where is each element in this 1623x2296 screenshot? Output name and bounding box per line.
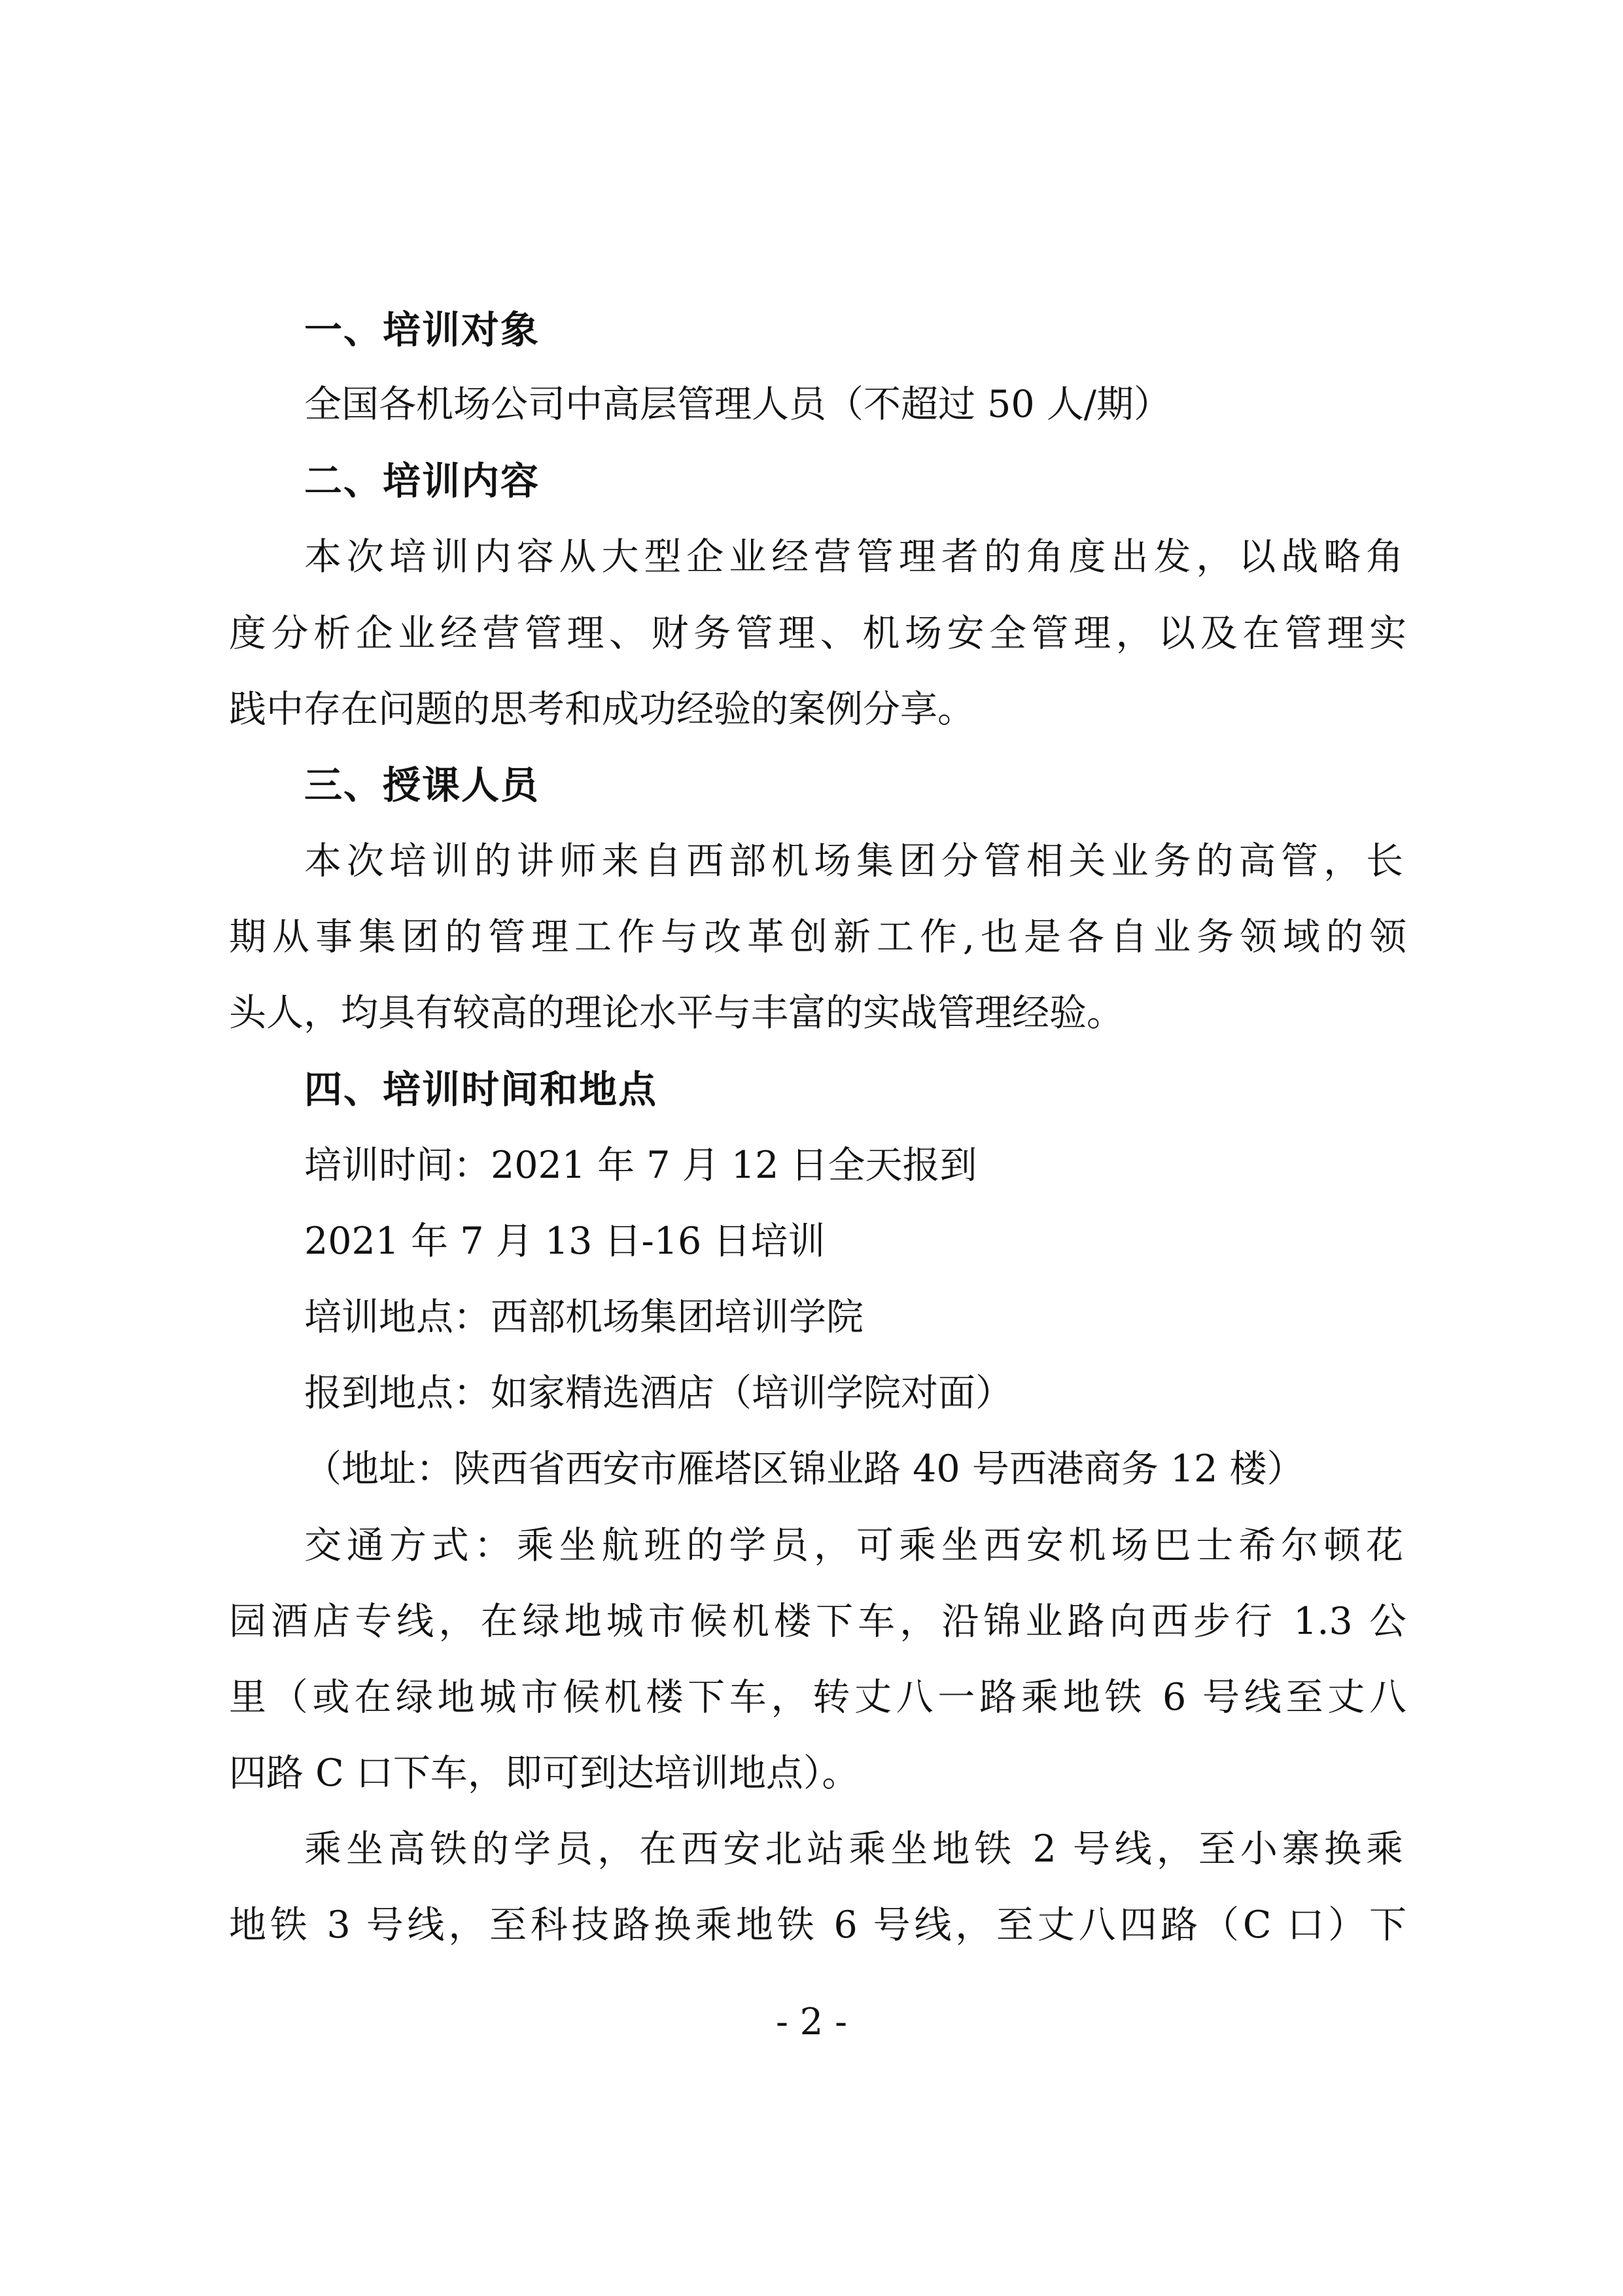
paragraph-line: 本次培训的讲师来自西部机场集团分管相关业务的高管，长 (304, 839, 1403, 883)
page-number: - 2 - (775, 2001, 848, 2043)
paragraph-line: 践中存在问题的思考和成功经验的案例分享。 (229, 688, 975, 731)
paragraph-line: （地址：陕西省西安市雁塔区锦业路 40 号西港商务 12 楼） (304, 1447, 1304, 1491)
paragraph-line: 乘坐高铁的学员，在西安北站乘坐地铁 2 号线，至小寨换乘 (304, 1828, 1403, 1871)
paragraph-line: 期从事集团的管理工作与改革创新工作,也是各自业务领域的领 (229, 915, 1406, 959)
paragraph-line: 报到地点：如家精选酒店（培训学院对面） (304, 1371, 1013, 1415)
section-heading-2: 二、培训内容 (304, 459, 540, 503)
paragraph-line: 交通方式：乘坐航班的学员，可乘坐西安机场巴士希尔顿花 (304, 1524, 1403, 1567)
paragraph-line: 园酒店专线，在绿地城市候机楼下车，沿锦业路向西步行 1.3 公 (229, 1600, 1406, 1643)
paragraph-line: 全国各机场公司中高层管理人员（不超过 50 人/期） (304, 383, 1171, 426)
paragraph-line: 四路 C 口下车，即可到达培训地点）。 (229, 1752, 860, 1795)
section-heading-3: 三、授课人员 (304, 763, 540, 807)
paragraph-line: 头人，均具有较高的理论水平与丰富的实战管理经验。 (229, 991, 1124, 1034)
paragraph-line: 度分析企业经营管理、财务管理、机场安全管理，以及在管理实 (229, 612, 1406, 655)
paragraph-line: 地铁 3 号线，至科技路换乘地铁 6 号线，至丈八四路（C 口）下 (229, 1903, 1407, 1947)
paragraph-line: 里（或在绿地城市候机楼下车，转丈八一路乘地铁 6 号线至丈八 (229, 1676, 1406, 1719)
section-heading-4: 四、培训时间和地点 (304, 1067, 658, 1112)
paragraph-line: 2021 年 7 月 13 日-16 日培训 (304, 1220, 826, 1263)
paragraph-line: 培训地点：西部机场集团培训学院 (304, 1296, 864, 1339)
paragraph-line: 培训时间：2021 年 7 月 12 日全天报到 (304, 1144, 977, 1187)
paragraph-line: 本次培训内容从大型企业经营管理者的角度出发，以战略角 (304, 535, 1403, 578)
section-heading-1: 一、培训对象 (304, 308, 540, 352)
